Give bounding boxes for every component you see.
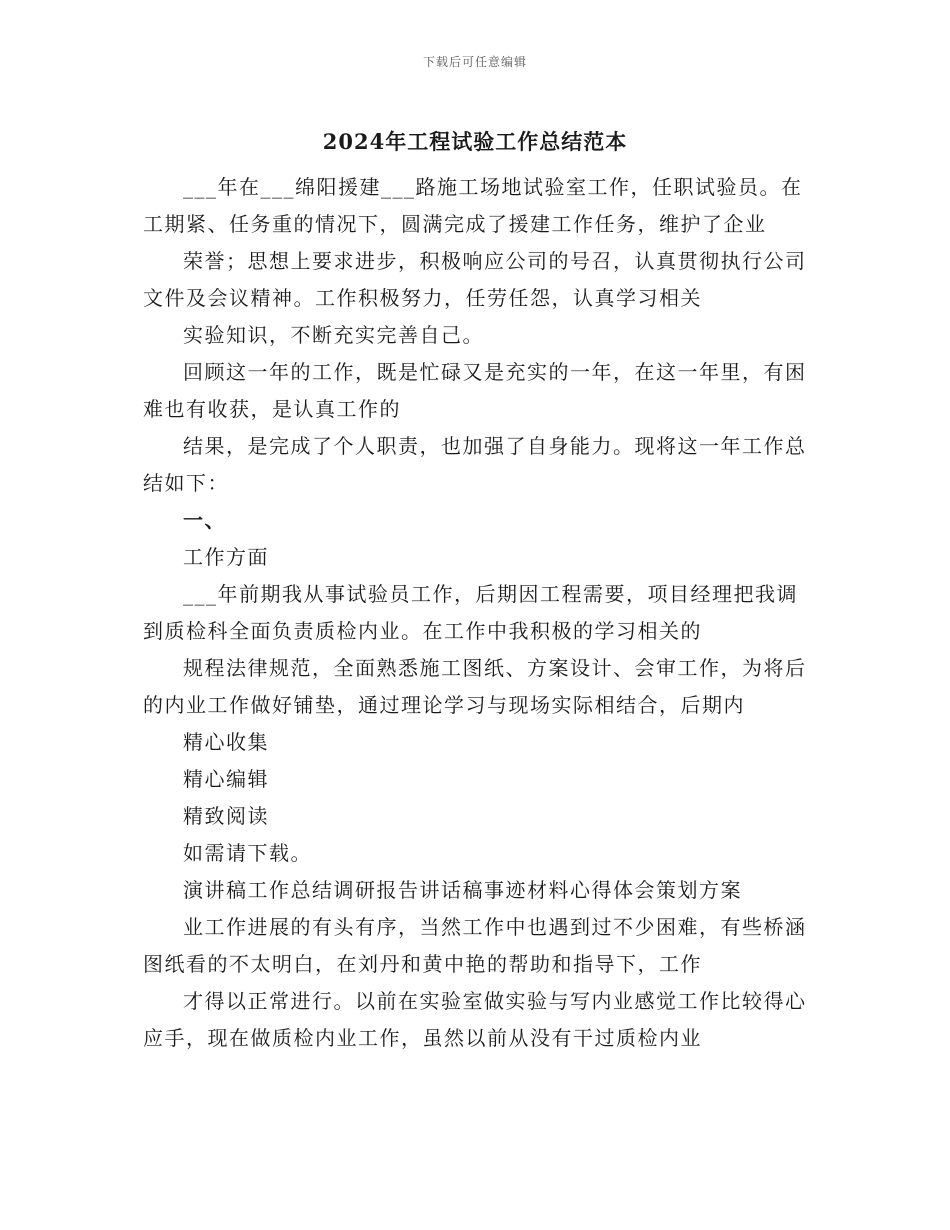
promo-line: 精致阅读 bbox=[183, 804, 269, 828]
body-paragraph: 荣誉；思想上要求进步，积极响应公司的号召，认真贯彻执行公司文件及会议精神。工作积极努力，任劳任怨，认真学习相关 bbox=[143, 249, 807, 310]
body-paragraph: ___年前期我从事试验员工作，后期因工程需要，项目经理把我调到质检科全面负责质检内业。在工作中我积极的学习相关的 bbox=[143, 582, 798, 643]
section-heading: 工作方面 bbox=[183, 545, 269, 569]
body-paragraph: 规程法律规范，全面熟悉施工图纸、方案设计、会审工作，为将后的内业工作做好铺垫，通过理论学习与现场实际相结合，后期内 bbox=[143, 656, 807, 717]
body-paragraph: 业工作进展的有头有序，当然工作中也遇到过不少困难，有些桥涵图纸看的不太明白，在刘丹和黄中艳的帮助和指导下，工作 bbox=[143, 915, 807, 976]
section-number: 一、 bbox=[183, 508, 226, 532]
promo-line: 精心收集 bbox=[183, 730, 269, 754]
body-paragraph: 回顾这一年的工作，既是忙碌又是充实的一年，在这一年里，有困难也有收获，是认真工作的 bbox=[143, 360, 807, 421]
promo-line: 精心编辑 bbox=[183, 767, 269, 791]
body-paragraph: 结果，是完成了个人职责，也加强了自身能力。现将这一年工作总结如下： bbox=[143, 434, 807, 495]
body-paragraph: 实验知识，不断充实完善自己。 bbox=[183, 323, 484, 347]
promo-line: 如需请下载。 bbox=[183, 841, 312, 865]
document-title: 2024年工程试验工作总结范本 bbox=[322, 129, 628, 154]
document-body bbox=[143, 169, 813, 1057]
body-paragraph: 才得以正常进行。以前在实验室做实验与写内业感觉工作比较得心应手，现在做质检内业工作，虽然以前从没有干过质检内业 bbox=[143, 989, 807, 1050]
page-header-note: 下载后可任意编辑 bbox=[422, 55, 527, 69]
promo-line: 演讲稿工作总结调研报告讲话稿事迹材料心得体会策划方案 bbox=[183, 878, 742, 902]
body-paragraph: ___年在___绵阳援建___路施工场地试验室工作，任职试验员。在工期紧、任务重的情况下，圆满完成了援建工作任务，维护了企业 bbox=[143, 175, 803, 236]
